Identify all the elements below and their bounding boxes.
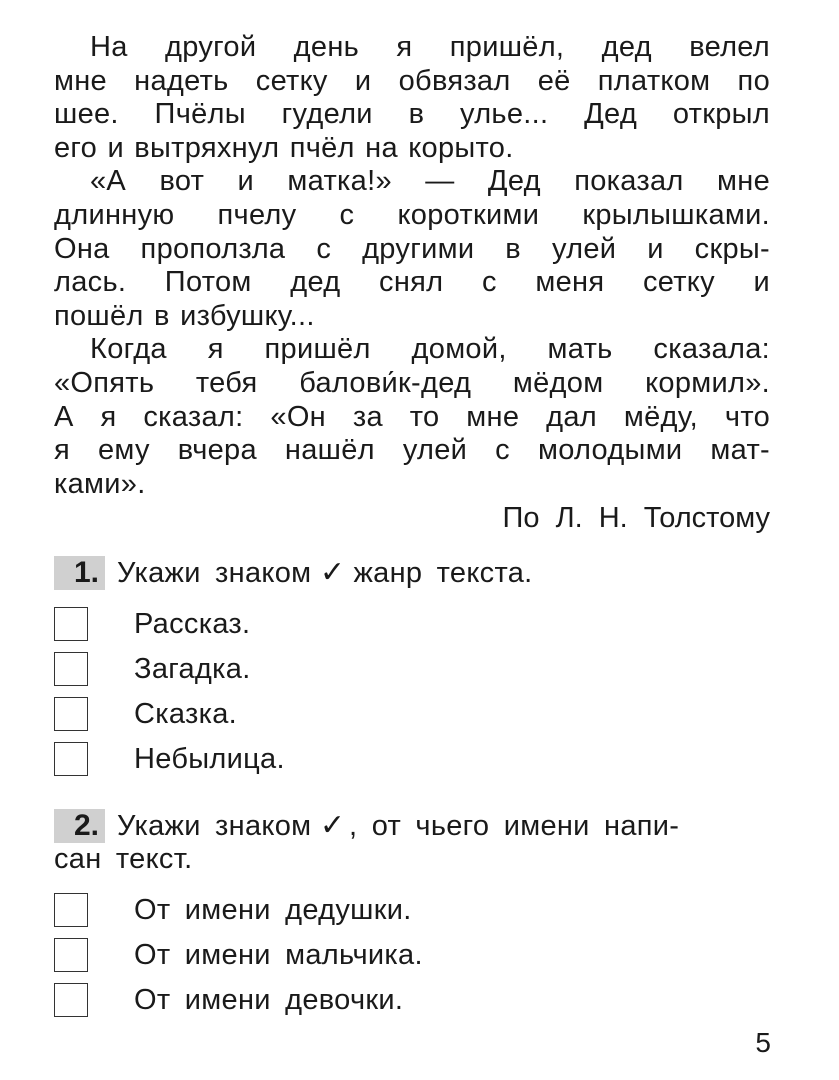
story-line: пошёл в избушку... <box>54 299 315 332</box>
story-line: лась. Потом дед снял с меня сетку и <box>54 266 770 299</box>
checkmark-icon: ✓ <box>319 808 345 843</box>
question-text-continued: сан текст. <box>54 843 193 875</box>
answer-option <box>54 935 423 975</box>
story-line: длинную пчелу с короткими крылышками. <box>54 198 770 231</box>
story-text <box>54 31 770 501</box>
question-number: 1. <box>54 556 105 590</box>
story-line: я ему вчера нашёл улей с молодыми мат- <box>54 434 770 467</box>
story-line: Она проползла с другими в улей и скры- <box>54 232 770 265</box>
answer-option <box>54 890 412 930</box>
answer-checkbox[interactable] <box>54 893 88 927</box>
question-number: 2. <box>54 809 105 843</box>
question-text-end: жанр текста. <box>353 557 533 589</box>
story-line: «Опять тебя балови́к-дед мёдом кормил». <box>54 366 770 399</box>
answer-option <box>54 604 250 644</box>
question-1 <box>54 555 770 589</box>
answer-option <box>54 980 403 1020</box>
question-text-start: Укажи знаком <box>117 557 312 589</box>
story-line: ками». <box>54 467 146 500</box>
answer-option <box>54 694 237 734</box>
story-line: А я сказал: «Он за то мне дал мёду, что <box>54 400 770 433</box>
answer-label: Рассказ. <box>134 607 251 640</box>
checkmark-icon: ✓ <box>319 555 345 590</box>
answer-checkbox[interactable] <box>54 697 88 731</box>
story-line: мне надеть сетку и обвязал её платком по <box>54 64 770 97</box>
question-text-end: , от чьего имени напи- <box>348 810 680 842</box>
story-attribution: По Л. Н. Толстому <box>502 502 770 534</box>
answer-option <box>54 649 251 689</box>
answer-checkbox[interactable] <box>54 938 88 972</box>
story-line: шее. Пчёлы гудели в улье... Дед открыл <box>54 98 770 131</box>
story-line: Когда я пришёл домой, мать сказала: <box>90 333 770 366</box>
question-text-start: Укажи знаком <box>117 810 312 842</box>
answer-label: От имени дедушки. <box>134 893 412 926</box>
answer-option <box>54 739 285 779</box>
story-line: его и вытряхнул пчёл на корыто. <box>54 131 514 164</box>
answer-label: От имени мальчика. <box>134 938 423 971</box>
answer-label: Загадка. <box>134 652 251 685</box>
answer-checkbox[interactable] <box>54 742 88 776</box>
answer-checkbox[interactable] <box>54 983 88 1017</box>
answer-checkbox[interactable] <box>54 607 88 641</box>
story-line: «А вот и матка!» — Дед показал мне <box>90 165 770 198</box>
page-number: 5 <box>755 1027 771 1058</box>
answer-checkbox[interactable] <box>54 652 88 686</box>
story-line: На другой день я пришёл, дед велел <box>90 31 770 63</box>
answer-label: Небылица. <box>134 742 285 775</box>
answer-label: От имени девочки. <box>134 983 404 1016</box>
question-2 <box>54 808 770 876</box>
answer-label: Сказка. <box>134 697 237 730</box>
